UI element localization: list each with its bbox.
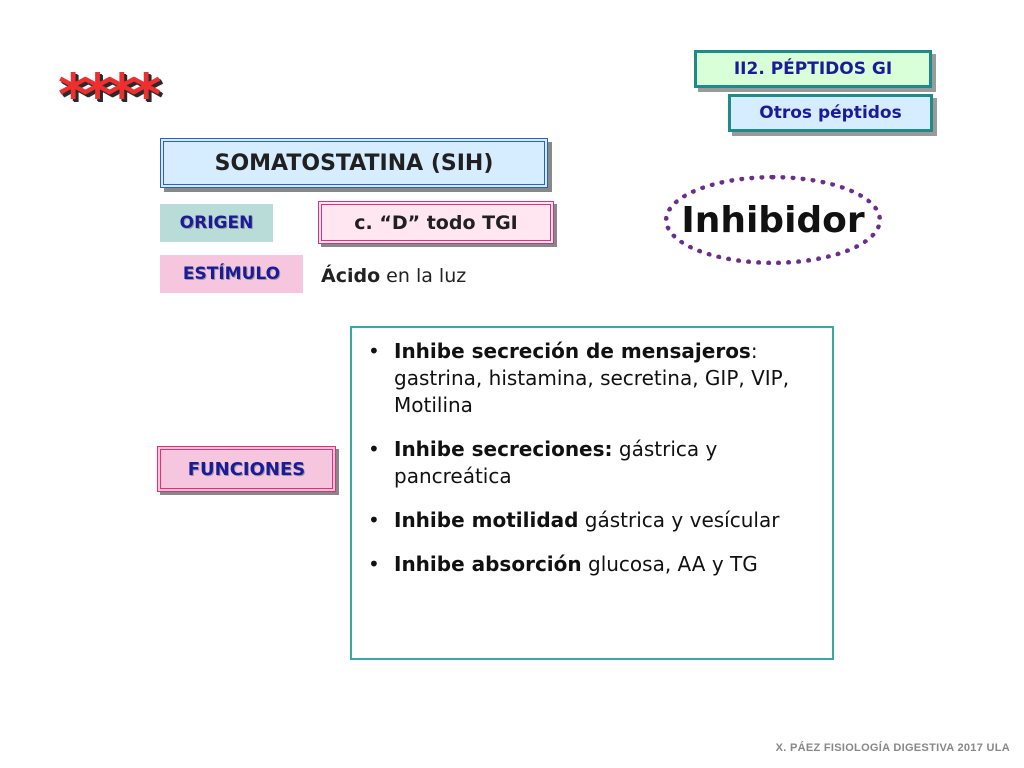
estimulo-value-rest: en la luz (380, 265, 467, 287)
slide-title: SOMATOSTATINA (SIH) (160, 138, 548, 188)
list-item-text: : gastrina, histamina, secretina, GIP, VIP, Motilina (394, 339, 790, 417)
list-item-text: gástrica y vesícular (578, 508, 780, 532)
funciones-label: FUNCIONES (157, 446, 336, 492)
estimulo-value-bold: Ácido (321, 265, 381, 287)
bullet-icon: • (368, 508, 380, 532)
funciones-list-box (350, 326, 834, 660)
list-item-bold: Inhibe secreción de mensajeros (394, 339, 751, 363)
bullet-icon: • (368, 552, 380, 576)
list-item (366, 507, 818, 534)
subsection-tag: Otros péptidos (728, 94, 933, 132)
stars-decoration: **** (58, 61, 156, 129)
estimulo-label: ESTÍMULO (160, 255, 303, 293)
inhibidor-label: Inhibidor (681, 199, 865, 241)
list-item-bold: Inhibe motilidad (394, 508, 579, 532)
list-item-text: glucosa, AA y TG (581, 552, 758, 576)
list-item (366, 551, 818, 578)
origen-value: c. “D” todo TGI (318, 201, 554, 244)
bullet-icon: • (368, 437, 380, 461)
inhibidor-oval (664, 175, 882, 265)
list-item (366, 338, 818, 419)
funciones-list (366, 338, 818, 578)
section-tag: II2. PÉPTIDOS GI (694, 50, 932, 88)
list-item-bold: Inhibe secreciones: (394, 437, 613, 461)
list-item (366, 436, 818, 490)
bullet-icon: • (368, 339, 380, 363)
footer-credit: X. PÁEZ FISIOLOGÍA DIGESTIVA 2017 ULA (775, 742, 1010, 754)
origen-label: ORIGEN (160, 204, 273, 242)
list-item-bold: Inhibe absorción (394, 552, 582, 576)
list-item-text: gástrica y pancreática (394, 437, 718, 488)
estimulo-value (321, 265, 466, 287)
